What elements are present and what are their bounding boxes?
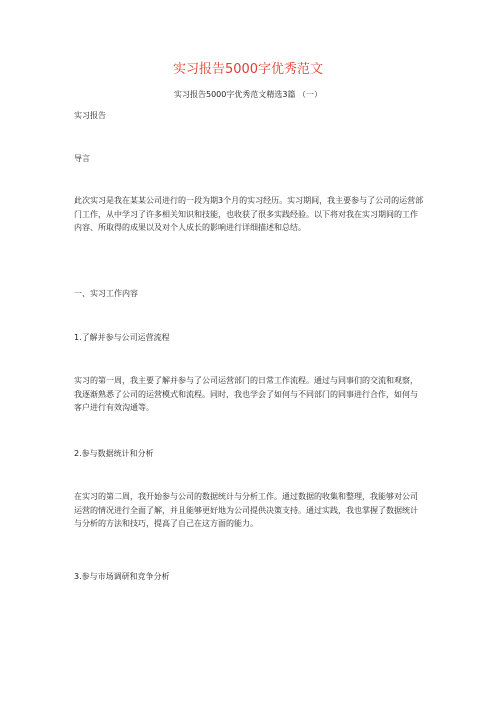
section1-heading: 一、实习工作内容 [74, 289, 138, 298]
item2-paragraph: 在实习的第二周，我开始参与公司的数据统计与分析工作。通过数据的收集和整理，我能够对公司运营的情况进行全面了解，并且能够更好地为公司提供决策支持。通过实践，我也掌握了数据统计与分析的方法和技巧，提高了自己在这方面的能力。 [74, 492, 418, 528]
item1-paragraph: 实习的第一周，我主要了解并参与了公司运营部门的日常工作流程。通过与同事们的交流和观察，我逐渐熟悉了公司的运营模式和流程。同时，我也学会了如何与不同部门的同事进行合作，如何与客户进行有效沟通等。 [74, 376, 418, 412]
intro-paragraph: 此次实习是我在某某公司进行的一段为期3个月的实习经历。实习期间，我主要参与了公司的运营部门工作，从中学习了许多相关知识和技能，也收获了很多实践经验。以下将对我在实习期间的工作内容、所取得的成果以及对个人成长的影响进行详细描述和总结。 [74, 196, 424, 232]
item1-heading: 1.了解并参与公司运营流程 [74, 333, 170, 342]
report-label: 实习报告 [74, 111, 106, 120]
intro-heading: 导言 [74, 154, 90, 163]
document-title: 实习报告5000字优秀范文 [172, 62, 324, 77]
item3-heading: 3.参与市场调研和竞争分析 [74, 572, 170, 581]
item2-heading: 2.参与数据统计和分析 [74, 449, 154, 458]
document-subtitle: 实习报告5000字优秀范文精选3篇 （一） [174, 90, 322, 99]
